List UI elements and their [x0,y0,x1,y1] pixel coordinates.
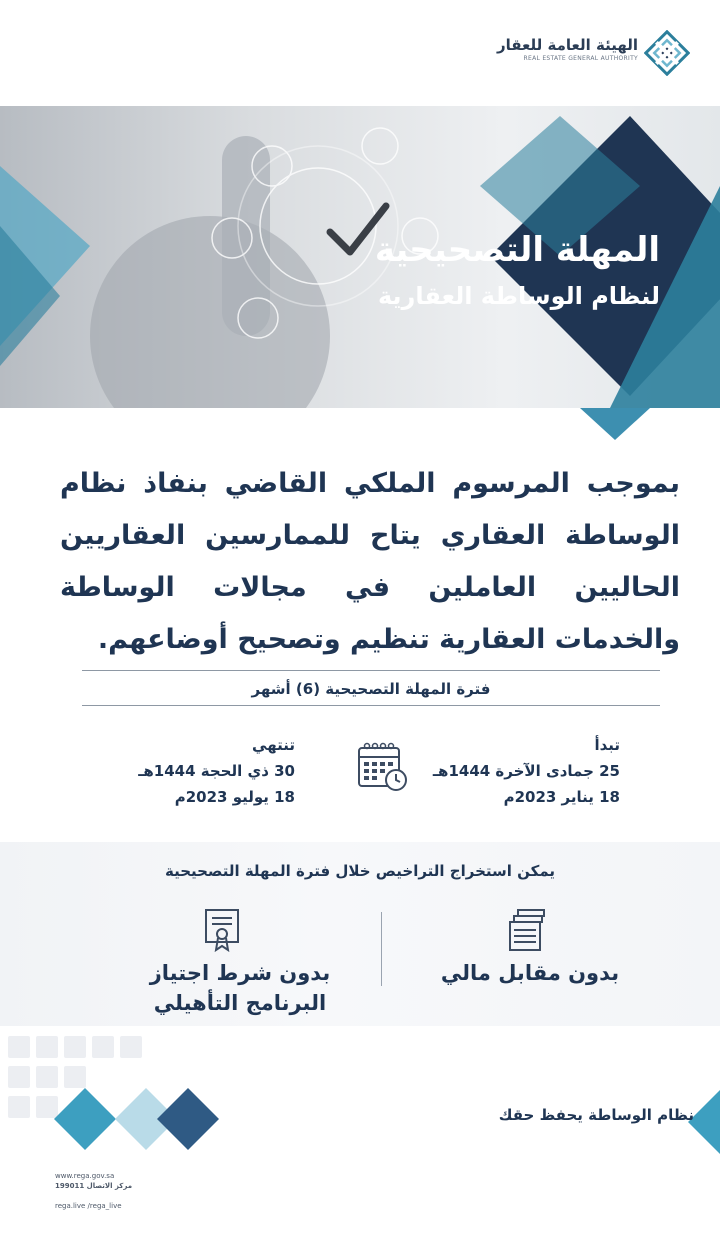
org-name-english: REAL ESTATE GENERAL AUTHORITY [523,55,638,62]
divider-top [82,670,660,671]
certificate-icon [202,908,242,952]
website-text: www.rega.gov.sa [55,1172,115,1180]
hero-banner [0,106,720,408]
period-label: فترة المهلة التصحيحية (6) أشهر [251,680,491,698]
footer-diamonds [50,1084,230,1154]
licenses-heading: يمكن استخراج التراخيص خلال فترة المهلة التصحيحية [164,862,556,880]
start-gregorian: 18 يناير 2023م [503,788,620,806]
decor-square [36,1036,58,1058]
rega-logo-icon [644,30,690,76]
banner-title: المهلة التصحيحية [374,230,660,270]
feature-no-qualification-line1: بدون شرط اجتياز [149,961,331,985]
banner-subtitle: لنظام الوساطة العقارية [377,282,660,310]
decor-square [92,1036,114,1058]
announcement-text: بموجب المرسوم الملكي القاضي بنفاذ نظام الوساطة العقاري يتاح للممارسين العقاريين الحاليين العاملين في مجالات الوساطة والخدمات العقارية تنظيم وتصحيح أوضاعهم. [60,468,680,655]
end-date-block [65,732,295,810]
org-logo-text [398,36,638,64]
decor-square [8,1096,30,1118]
calendar-icon [356,740,408,792]
diamond-pointer-icon [580,380,650,440]
feature-no-qualification [130,958,350,1018]
start-hijri: 25 جمادى الآخرة 1444هـ [432,762,620,780]
end-heading: تنتهي [252,736,295,754]
decor-square [120,1036,142,1058]
start-date-block [390,732,620,810]
phone-row [55,1182,255,1190]
phone-number: 199011 [55,1182,85,1190]
feature-no-fee: بدون مقابل مالي [440,961,620,985]
decor-square [8,1036,30,1058]
slogan: نظام الوساطة يحفظ حقك [498,1106,694,1124]
decor-square [8,1066,30,1088]
money-stack-icon [506,908,548,954]
feature-divider [381,912,382,986]
end-hijri: 30 ذي الحجة 1444هـ [138,762,295,780]
phone-label: مركز الاتصال [86,1182,133,1190]
decor-square [64,1036,86,1058]
end-gregorian: 18 يوليو 2023م [174,788,295,806]
divider-bottom [82,705,660,706]
social-text: rega.live /rega_live [55,1202,122,1210]
org-name-arabic: الهيئة العامة للعقار [496,36,638,54]
feature-no-qualification-line2: البرنامج التأهيلي [153,991,327,1015]
start-heading: تبدأ [594,736,620,754]
